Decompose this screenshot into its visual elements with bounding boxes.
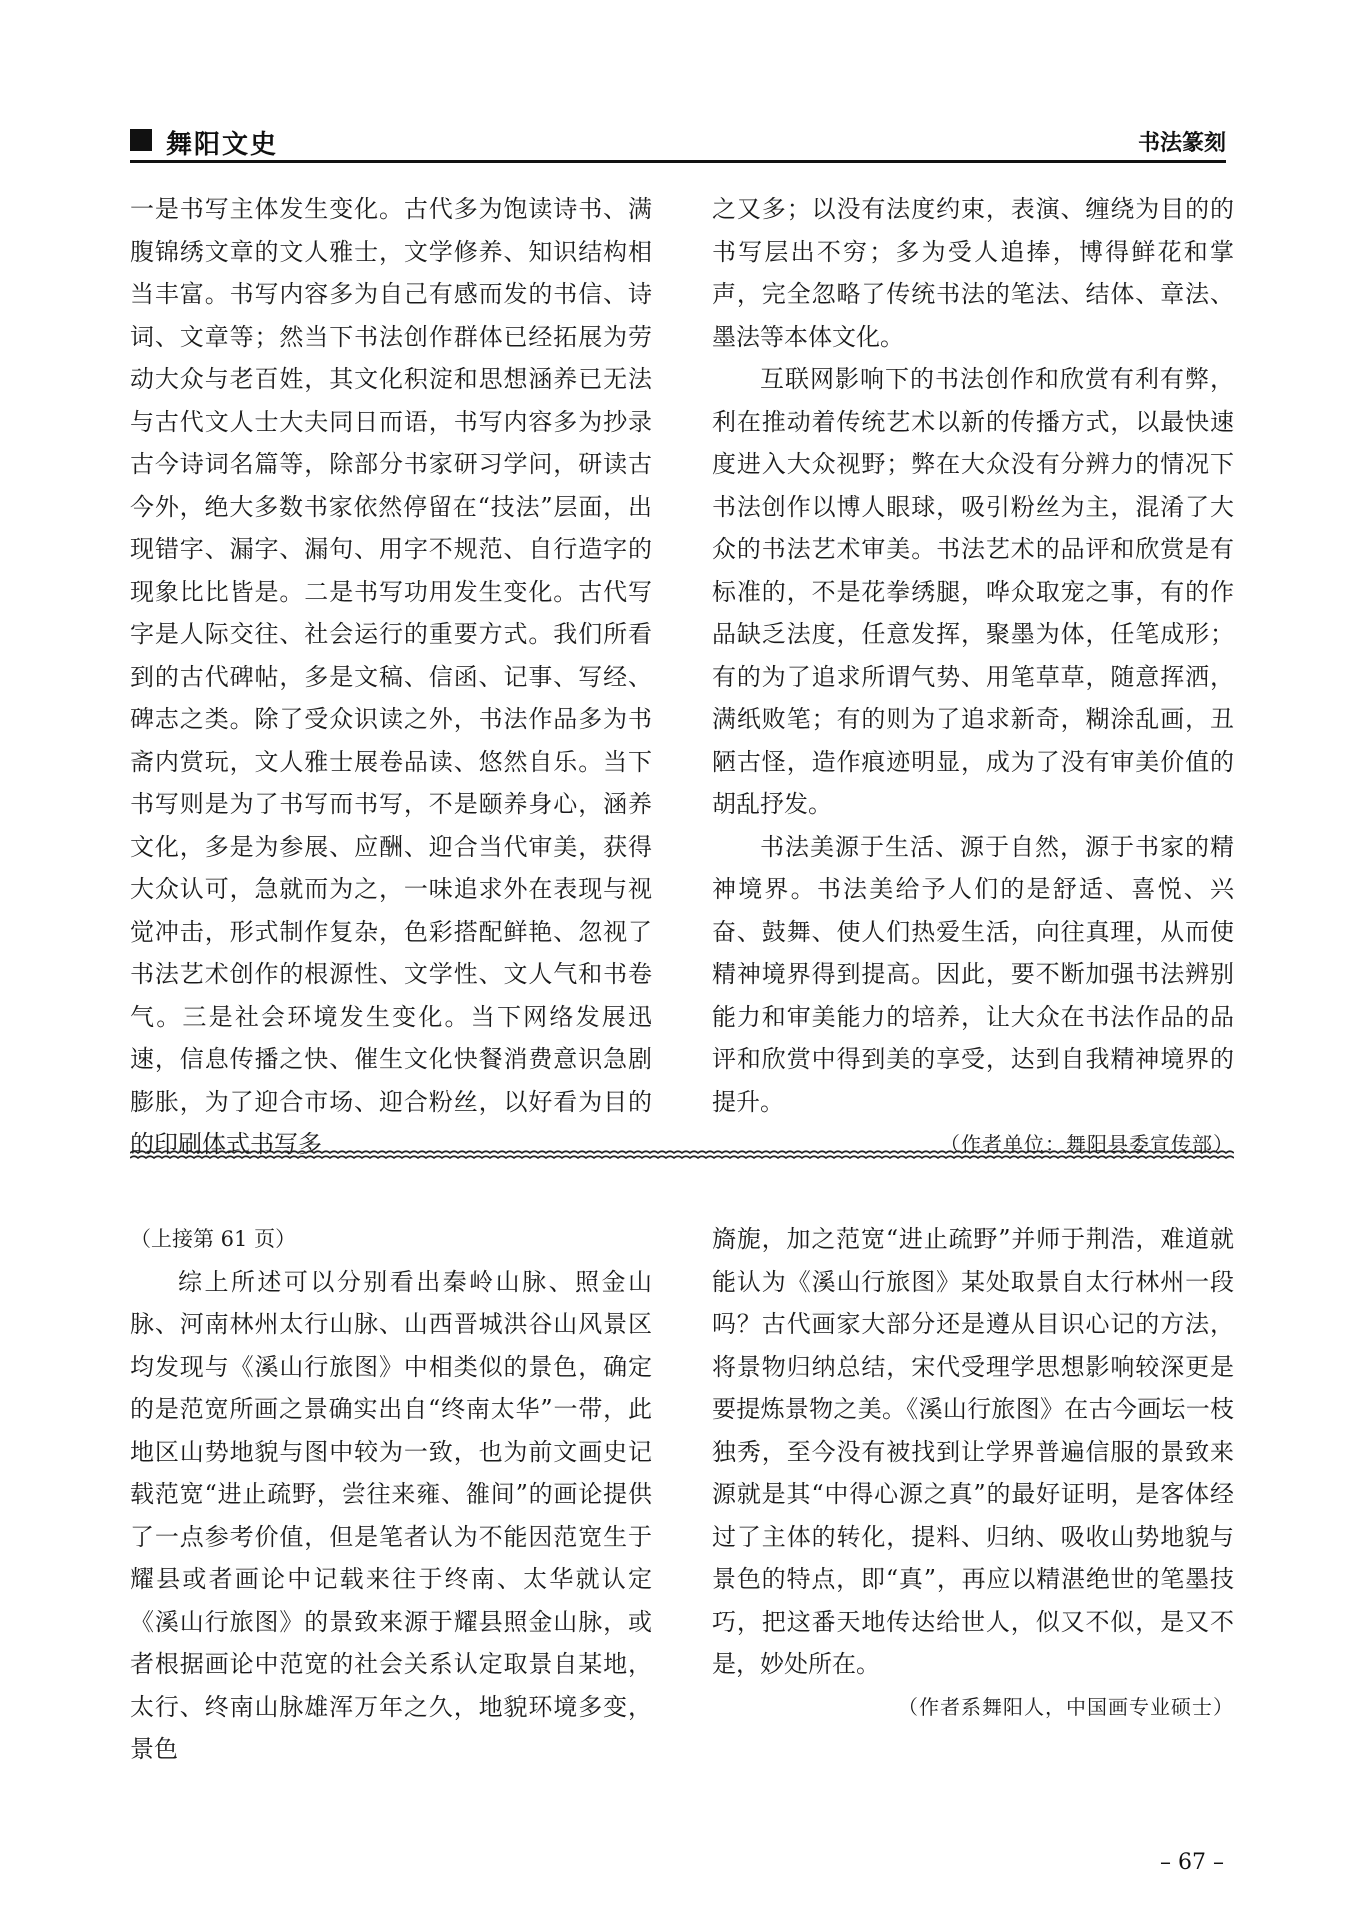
paragraph: 综上所述可以分别看出秦岭山脉、照金山脉、河南林州太行山脉、山西晋城洪谷山风景区均发现与《溪山行旅图》中相类似的景色，确定的是范宽所画之景确实出自“终南太华”一带，此地区山势地貌与图中较为一致，也为前文画史记载范宽“进止疏野，尝往来雍、雒间”的画论提供了一点参考价值，但是笔者认为不能因范宽生于耀县或者画论中记载来往于终南、太华就认定《溪山行旅图》的景致来源于耀县照金山脉，或者根据画论中范宽的社会关系认定取景自某地，太行、终南山脉雄浑万年之久，地貌环境多变，景色 (130, 1267, 652, 1763)
journal-title: 舞阳文史 (166, 130, 279, 160)
author-byline: （作者单位：舞阳县委宣传部） (940, 1132, 1234, 1156)
bottom-article-right-column (712, 1218, 1234, 1728)
bottom-article-left-column (130, 1218, 652, 1771)
wave-divider (130, 1148, 1234, 1162)
section-title: 书法篆刻 (1137, 131, 1226, 156)
paragraph: 互联网影响下的书法创作和欣赏有利有弊，利在推动着传统艺术以新的传播方式，以最快速度进入大众视野；弊在大众没有分辨力的情况下书法创作以博人眼球，吸引粉丝为主，混淆了大众的书法艺术审美。书法艺术的品评和欣赏是有标准的，不是花拳绣腿，哗众取宠之事，有的作品缺乏法度，任意发挥，聚墨为体，任笔成形；有的为了追求所谓气势、用笔草草，随意挥洒，满纸败笔；有的则为了追求新奇，糊涂乱画，丑陋古怪，造作痕迹明显，成为了没有审美价值的胡乱抒发。 (712, 365, 1234, 818)
paragraph: 旖旎，加之范宽“进止疏野”并师于荆浩，难道就能认为《溪山行旅图》某处取景自太行林州一段吗？古代画家大部分还是遵从目识心记的方法，将景物归纳总结，宋代受理学思想影响较深更是要提炼景物之美。《溪山行旅图》在古今画坛一枝独秀，至今没有被找到让学界普遍信服的景致来源就是其“中得心源之真”的最好证明，是客体经过了主体的转化，提料、归纳、吸收山势地貌与景色的特点，即“真”，再应以精湛绝世的笔墨技巧，把这番天地传达给世人，似又不似，是又不是，妙处所在。 (712, 1225, 1234, 1678)
header-rule (130, 160, 1226, 163)
continuation-note: （上接第 61 页） (130, 1227, 297, 1251)
paragraph: 之又多；以没有法度约束，表演、缠绕为目的的书写层出不穷；多为受人追捧，博得鲜花和掌声，完全忽略了传统书法的笔法、结体、章法、墨法等本体文化。 (712, 195, 1234, 351)
page-number: – 67 – (1160, 1850, 1224, 1875)
top-article-left-column (130, 188, 652, 1166)
paragraph: 一是书写主体发生变化。古代多为饱读诗书、满腹锦绣文章的文人雅士，文学修养、知识结构相当丰富。书写内容多为自己有感而发的书信、诗词、文章等；然当下书法创作群体已经拓展为劳动大众与老百姓，其文化积淀和思想涵养已无法与古代文人士大夫同日而语，书写内容多为抄录古今诗词名篇等，除部分书家研习学问，研读古今外，绝大多数书家依然停留在“技法”层面，出现错字、漏字、漏句、用字不规范、自行造字的现象比比皆是。二是书写功用发生变化。古代写字是人际交往、社会运行的重要方式。我们所看到的古代碑帖，多是文稿、信函、记事、写经、碑志之类。除了受众识读之外，书法作品多为书斋内赏玩，文人雅士展卷品读、悠然自乐。当下书写则是为了书写而书写，不是颐养身心，涵养文化，多是为参展、应酬、迎合当代审美，获得大众认可，急就而为之，一味追求外在表现与视觉冲击，形式制作复杂，色彩搭配鲜艳、忽视了书法艺术创作的根源性、文学性、文人气和书卷气。三是社会环境发生变化。当下网络发展迅速，信息传播之快、催生文化快餐消费意识急剧膨胀，为了迎合市场、迎合粉丝，以好看为目的的印刷体式书写多 (130, 195, 652, 1158)
header-square-icon (130, 129, 152, 151)
paragraph: 书法美源于生活、源于自然，源于书家的精神境界。书法美给予人们的是舒适、喜悦、兴奋、鼓舞、使人们热爱生活，向往真理，从而使精神境界得到提高。因此，要不断加强书法辨别能力和审美能力的培养，让大众在书法作品的品评和欣赏中得到美的享受，达到自我精神境界的提升。 (712, 832, 1234, 1116)
top-article-right-column (712, 188, 1234, 1166)
author-byline: （作者系舞阳人，中国画专业硕士） (898, 1694, 1234, 1719)
